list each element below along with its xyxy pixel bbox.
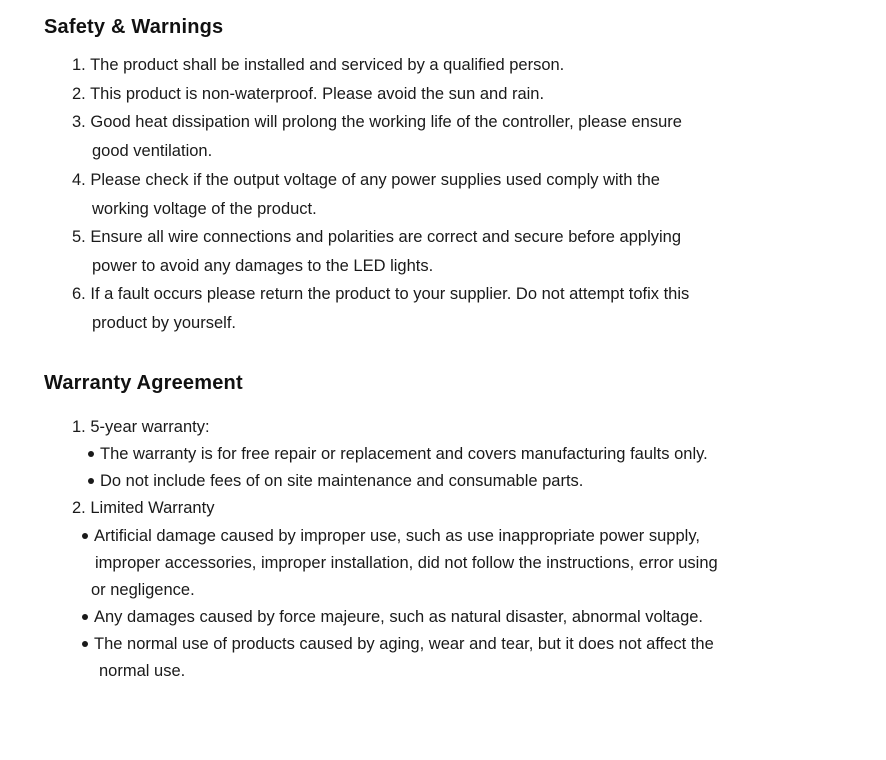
- warranty-section-2: [72, 498, 214, 518]
- warranty-bullet-cont: or negligence.: [91, 581, 195, 599]
- bullet-text: Artificial damage caused by improper use, such as use inappropriate power supply,: [94, 527, 700, 545]
- bullet-text: Any damages caused by force majeure, such as natural disaster, abnormal voltage.: [94, 608, 704, 626]
- item-text: If a fault occurs please return the product to your supplier. Do not attempt tofix this: [90, 285, 690, 303]
- bullet-text: Do not include fees of on site maintenance and consumable parts.: [100, 472, 584, 490]
- item-text: The product shall be installed and serviced by a qualified person.: [90, 56, 565, 74]
- safety-item-4-cont: working voltage of the product.: [92, 200, 317, 218]
- item-number: 5.: [72, 228, 86, 246]
- item-number: 4.: [72, 171, 86, 189]
- bullet-icon: [82, 614, 88, 620]
- item-text: Please check if the output voltage of any power supplies used comply with the: [90, 171, 660, 189]
- safety-item-6: [72, 284, 689, 304]
- section-label: Limited Warranty: [90, 499, 215, 517]
- bullet-text: The warranty is for free repair or replacement and covers manufacturing faults only.: [100, 445, 708, 463]
- bullet-icon: [88, 478, 94, 484]
- safety-item-6-cont: product by yourself.: [92, 314, 236, 332]
- safety-item-3: [72, 112, 682, 132]
- warranty-bullet-cont: improper accessories, improper installation, did not follow the instructions, error using: [95, 554, 718, 572]
- item-number: 2.: [72, 85, 86, 103]
- warranty-bullet: [82, 607, 703, 627]
- section-number: 2.: [72, 499, 86, 517]
- warranty-bullet: [82, 634, 714, 654]
- item-text: This product is non-waterproof. Please avoid the sun and rain.: [90, 85, 545, 103]
- bullet-icon: [82, 641, 88, 647]
- safety-item-5: [72, 227, 681, 247]
- section-label: 5-year warranty:: [90, 418, 210, 436]
- item-number: 3.: [72, 113, 86, 131]
- safety-item-5-cont: power to avoid any damages to the LED lights.: [92, 257, 434, 275]
- bullet-text: The normal use of products caused by aging, wear and tear, but it does not affect the: [94, 635, 714, 653]
- warranty-section-1: [72, 417, 210, 437]
- bullet-icon: [82, 533, 88, 539]
- warranty-bullet: [88, 444, 708, 464]
- warranty-bullet: [82, 526, 700, 546]
- item-number: 1.: [72, 56, 86, 74]
- item-text: Ensure all wire connections and polarities are correct and secure before applying: [90, 228, 682, 246]
- safety-heading: Safety & Warnings: [44, 16, 224, 38]
- warranty-bullet: [88, 471, 583, 491]
- warranty-bullet-cont: normal use.: [99, 662, 186, 680]
- bullet-icon: [88, 451, 94, 457]
- safety-item-2: [72, 84, 544, 104]
- safety-item-4: [72, 170, 660, 190]
- safety-item-1: [72, 55, 564, 75]
- section-number: 1.: [72, 418, 86, 436]
- item-text: Good heat dissipation will prolong the working life of the controller, please ensure: [90, 113, 682, 131]
- item-number: 6.: [72, 285, 86, 303]
- warranty-heading: Warranty Agreement: [44, 372, 243, 394]
- safety-item-3-cont: good ventilation.: [92, 142, 213, 160]
